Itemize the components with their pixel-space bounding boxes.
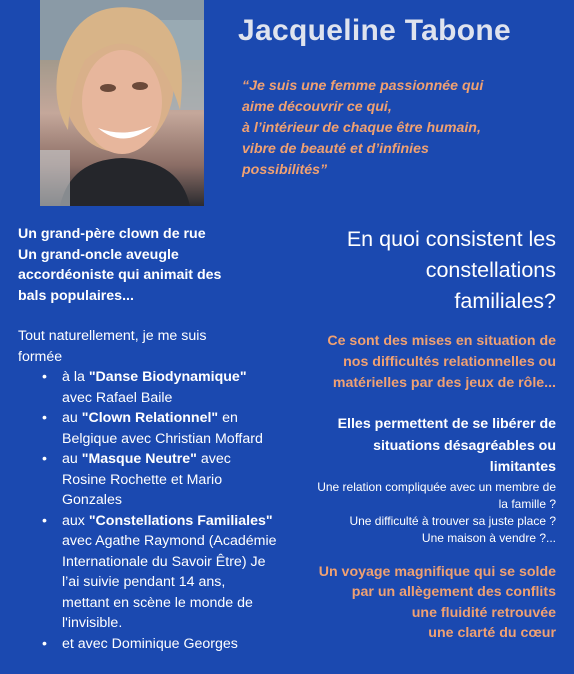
examples-text bbox=[266, 479, 556, 547]
item-prefix: au bbox=[62, 410, 82, 426]
heading-line: constellations bbox=[425, 258, 556, 282]
benefit-line: Elles permettent de se libérer de bbox=[337, 416, 556, 432]
training-list bbox=[18, 367, 288, 654]
benefit-line: limitantes bbox=[489, 459, 556, 475]
training-item bbox=[42, 634, 288, 655]
item-detail: avec Rafael Baile bbox=[62, 389, 173, 406]
item-prefix: aux bbox=[62, 512, 89, 529]
person-name: Jacqueline Tabone bbox=[238, 14, 511, 47]
quote-line: “Je suis une femme passionnée qui bbox=[242, 78, 484, 94]
benefit-line: situations désagréables ou bbox=[373, 437, 556, 454]
item-title: "Masque Neutre" bbox=[81, 451, 197, 467]
formed-line: formée bbox=[18, 348, 63, 365]
closing-line: par un allègement des conflits bbox=[351, 584, 556, 600]
definition-line: nos difficultés relationnelles ou bbox=[343, 354, 556, 370]
item-detail: Gonzales bbox=[62, 492, 122, 508]
constellations-column bbox=[266, 224, 556, 644]
item-detail: l’ai suivie pendant 14 ans, bbox=[62, 574, 226, 590]
closing-text bbox=[266, 562, 556, 644]
example-line: Une maison à vendre ?... bbox=[421, 530, 556, 545]
definition-line: matérielles par des jeux de rôle... bbox=[332, 375, 556, 391]
quote-line: possibilités” bbox=[242, 162, 328, 178]
item-detail: mettant en scène le monde de bbox=[62, 594, 253, 611]
quote-line: vibre de beauté et d’infinies bbox=[242, 141, 429, 157]
example-line: la famille ? bbox=[498, 496, 556, 511]
benefit-text bbox=[266, 414, 556, 479]
definition-line: Ce sont des mises en situation de bbox=[327, 333, 556, 349]
training-item bbox=[42, 449, 288, 511]
item-prefix: • et avec Dominique Georges bbox=[62, 635, 238, 652]
item-title: "Clown Relationnel" bbox=[81, 410, 219, 426]
item-title: "Constellations Familiales" bbox=[88, 512, 273, 529]
closing-line: Un voyage magnifique qui se solde bbox=[318, 563, 556, 580]
training-item bbox=[42, 511, 288, 634]
family-intro bbox=[18, 224, 288, 306]
quote-line: à l’intérieur de chaque être humain, bbox=[242, 120, 481, 136]
item-suffix: en bbox=[218, 410, 238, 426]
heading-line: En quoi consistent les bbox=[346, 227, 556, 251]
definition-text bbox=[266, 331, 556, 394]
example-line: Une relation compliquée avec un membre de bbox=[317, 479, 556, 494]
intro-line: Un grand-père clown de rue bbox=[18, 226, 206, 242]
item-prefix: au bbox=[62, 451, 82, 467]
intro-line: Un grand-oncle aveugle bbox=[18, 246, 179, 263]
item-prefix: à la bbox=[62, 369, 89, 385]
biography-column bbox=[18, 224, 288, 654]
portrait-photo bbox=[40, 0, 204, 206]
item-title: "Danse Biodynamique" bbox=[88, 369, 247, 385]
example-line: Une difficulté à trouver sa juste place ? bbox=[349, 513, 556, 528]
item-suffix: avec bbox=[196, 451, 231, 467]
item-detail: avec Agathe Raymond (Académie bbox=[62, 533, 277, 549]
training-item bbox=[42, 408, 288, 449]
intro-line: accordéoniste qui animait des bbox=[18, 267, 222, 283]
item-detail: Rosine Rochette et Mario bbox=[62, 471, 223, 488]
quote-line: aime découvrir ce qui, bbox=[242, 99, 392, 115]
quote bbox=[242, 76, 552, 181]
intro-line: bals populaires... bbox=[18, 287, 134, 304]
item-detail: Belgique avec Christian Moffard bbox=[62, 430, 263, 447]
training-item bbox=[42, 367, 288, 408]
section-heading bbox=[266, 224, 556, 317]
item-detail: l'invisible. bbox=[62, 615, 123, 631]
heading-line: familiales? bbox=[454, 289, 556, 313]
closing-line: une fluidité retrouvée bbox=[411, 604, 556, 621]
formed-line: Tout naturellement, je me suis bbox=[18, 328, 207, 344]
closing-line: une clarté du cœur bbox=[428, 625, 556, 641]
training-section bbox=[18, 326, 288, 654]
item-detail: Internationale du Savoir Être) Je bbox=[62, 553, 266, 570]
